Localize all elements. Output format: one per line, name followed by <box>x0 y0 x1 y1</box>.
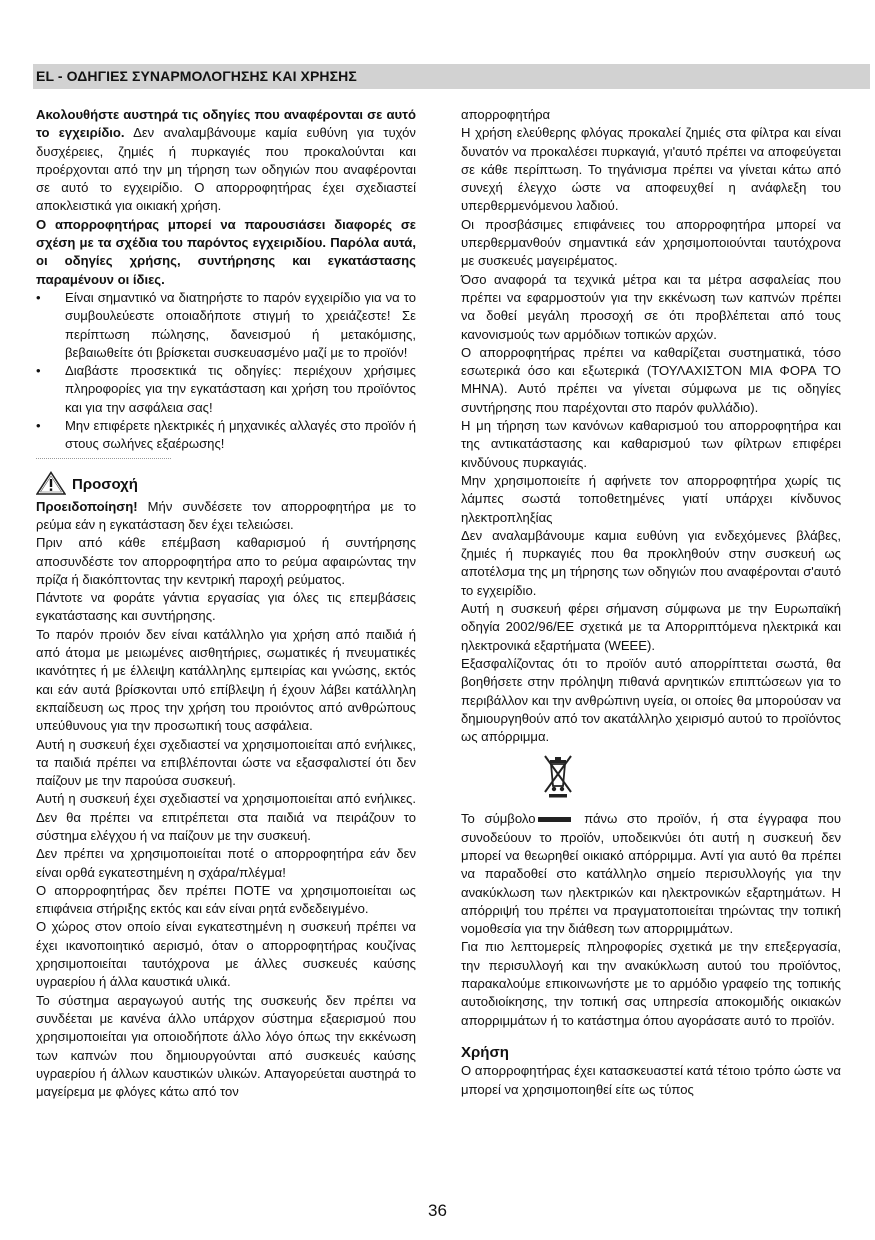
list-item: • Διαβάστε προσεκτικά τις οδηγίες: περιέχουν χρήσιμες πληροφορίες για την εγκατάσταση και χρήση του προϊόντος και για την ασφάλεια σας! <box>36 362 416 417</box>
warning-heading <box>36 468 416 498</box>
paragraph: Ο απορροφητήρας πρέπει να καθαρίζεται συστηματικά, τόσο εσωτερικά όσο και εξωτερικά (ΤΟΥΛΑΧΙΣΤΟΝ ΜΙΑ ΦΟΡΑ ΤΟ ΜΗΝΑ). Αυτό πρέπει να γίνεται σύμφωνα με τις οδηγίες συντήρησης που παρέχονται στο παρόν φυλλάδιο). <box>461 344 841 415</box>
warning-icon <box>36 471 66 495</box>
paragraph: Αυτή η συσκευή έχει σχεδιαστεί να χρησιμοποιείται από ενήλικες, τα παιδιά πρέπει να επιβλέπονται ώστε να εξασφαλιστεί ότι δεν παίζουν με την παρούσα συσκευή. <box>36 736 416 789</box>
intro-paragraph <box>36 106 416 216</box>
section-header <box>33 64 870 89</box>
section-title: EL - ΟΔΗΓΙΕΣ ΣΥΝΑΡΜΟΛΟΓΗΣΗΣ ΚΑΙ ΧΡΗΣΗΣ <box>36 68 357 84</box>
details-paragraph: Για πιο λεπτομερείς πληροφορίες σχετικά με την επεξεργασία, την περισυλλογή και την ανακύκλωση αυτού του προϊόντος, παρακαλούμε επικοινωνήστε με το αρμόδιο γραφείο της τοπικής αυτοδιοίκησης, την τοπική σας υπηρεσία αποκομιδής οικιακών απορριμμάτων ή το κατάστημα όπου αγοράσατε αυτό το προϊόν. <box>461 939 841 1028</box>
paragraph: Η χρήση ελεύθερης φλόγας προκαλεί ζημιές στα φίλτρα και είναι δυνατόν να προκαλέσει πυρκαγιά, γι'αυτό πρέπει να αποφεύγεται σε κάθε περίπτωση. Το τηγάνισμα πρέπει να γίνεται κάτω από συνεχή έλεγχο ώστε να αποφευχθεί η ανάφλεξη του υπερθερμενόμενου λαδιού. <box>461 125 841 214</box>
paragraph: Ο απορροφητήρας δεν πρέπει ΠΟΤΕ να χρησιμοποιείται ως επιφάνεια στήριξης εκτός και εάν είναι ρητά ενδεδειγμένο. <box>36 882 416 917</box>
paragraph: Πάντοτε να φοράτε γάντια εργασίας για όλες τις επεμβάσεις εγκατάστασης και συντήρησης. <box>36 590 416 624</box>
paragraph: Όσο αναφορά τα τεχνικά μέτρα και τα μέτρα ασφαλείας που πρέπει να εφαρμοστούν για την εκκένωση των καπνών πρέπει να δοθεί μεγάλη προσοχή σε ότι προβλέπεται από τους κανονισμούς των αρμόδιων τοπικών αρχών. <box>461 271 841 342</box>
paragraph: Εξασφαλίζοντας ότι το προϊόν αυτό απορρίπτεται σωστά, θα βοηθήσετε στην πρόληψη πιθανά αρνητικών επιπτώσεων για το περιβάλλον και την ανθρώπινη υγεία, οι οποίες θα μπορούσαν να δημιουργηθούν από τον ακατάλληλο χειρισμό αυτού το προϊόντος ως απόρριμμα. <box>461 655 841 745</box>
paragraph: Οι προσβάσιμες επιφάνειες του απορροφητήρα μπορεί να υπερθερμανθούν σημαντικά εάν χρησιμοποιούνται ταυτόχρονα με συσκευές μαγειρέματος. <box>461 216 841 269</box>
underline-bar-icon <box>538 817 571 822</box>
crossed-bin-icon <box>541 752 575 798</box>
right-column <box>461 106 841 1099</box>
intro-bold: Ακολουθήστε αυστηρά τις οδηγίες που αναφέρονται σε αυτό το εγχειρίδιο. <box>36 107 416 141</box>
list-item: • Είναι σημαντικό να διατηρήστε το παρόν εγχειρίδιο για να το συμβουλεύεστε οποιαδήποτε στιγμή το χρειάζεστε! Σε περίπτωση πώλησης, δανεισμού ή μετακόμισης, βεβαιωθείτε ότι βρίσκεται συσκευασμένο μαζί με το προϊόν! <box>36 289 416 362</box>
paragraph: απορροφητήρα <box>461 107 551 122</box>
paragraph: Πριν από κάθε επέμβαση καθαρισμού ή συντήρησης αποσυνδέστε τον απορροφητήρα απο το ρεύμα αφαιρώντας την πρίζα ή διακόπτοντας την κεντρική παροχή ρεύματος. <box>36 535 416 587</box>
paragraph: Αυτή η συσκευή φέρει σήμανση σύμφωνα με την Ευρωπαϊκή οδηγία 2002/96/ΕΕ σχετικά με τα Απορριπτόμενα ηλεκτρικά και ηλεκτρονικά εξαρτήματα (WEEE). <box>461 601 841 653</box>
divider <box>36 458 171 459</box>
paragraph: Αυτή η συσκευή έχει σχεδιαστεί να χρησιμοποιείται από ενήλικες. Δεν θα πρέπει να επιτρέπεται στα παιδιά να πειράζουν το σύστημα ελέγχου ή να παίζουν με την συσκευή. <box>36 791 416 843</box>
paragraph: Ο χώρος στον οποίο είναι εγκατεστημένη η συσκευή πρέπει να έχει ικανοποιητικό αερισμό, όταν ο απορροφητήρας κουζίνας χρησιμοποιείται ταυτόχρονα με άλλες συσκευές καύσης υγραερίου ή άλλα καυστικά υλικά. <box>36 919 416 990</box>
paragraph: Μην χρησιμοποιείτε ή αφήνετε τον απορροφητήρα χωρίς τις λάμπες σωστά τοποθετημένες γιατί υπάρχει κίνδυνος ηλεκτροπληξίας <box>461 472 841 525</box>
left-column <box>36 106 416 1101</box>
paragraph: Δεν αναλαμβάνουμε καμια ευθύνη για ενδεχόμενες βλάβες, ζημιές ή πυρκαγιές που θα προκληθούν στην συσκευή ως αποτέλσμα της μη τήρησης των οδηγιών που αναφέρονται σ'αυτό το εγχειρίδιο. <box>461 527 841 598</box>
intro-bold-paragraph: Ο απορροφητήρας μπορεί να παρουσιάσει διαφορές σε σχέση με τα σχέδια του παρόντος εγχειριδίου. Παρόλα αυτά, οι οδηγίες χρήσης, συντήρησης και εγκατάστασης παραμένουν οι ίδιες. <box>36 216 416 287</box>
caution-paragraph: Προειδοποίηση! Μήν συνδέσετε τον απορροφητήρα με το ρεύμα εάν η εγκατάσταση δεν έχει τελειώσει. <box>36 498 416 532</box>
weee-symbol <box>461 752 841 810</box>
intro-rest: Δεν αναλαμβάνουμε καμία ευθύνη για τυχόν δυσχέρειες, ζημιές ή πυρκαγιές που προκαλούνται και προέρχονται από την μη τήρηση των οδηγιών που αναφέρονται σε αυτό το εγχειρίδιο. Ο απορροφητήρας έχει σχεδιαστεί αποκλειστικά για οικιακή χρήση. <box>36 125 416 214</box>
use-title: Χρήση <box>461 1043 509 1061</box>
list-item: • Μην επιφέρετε ηλεκτρικές ή μηχανικές αλλαγές στο προϊόν ή στους σωλήνες εξαέρωσης! <box>36 417 416 454</box>
symbol-paragraph: Το σύμβολο πάνω στο προϊόν, ή στα έγγραφα που συνοδεύουν το προϊόν, υποδεικνύει ότι αυτή η συσκευή δεν μπορεί να θεωρηθεί οικιακό απόρριμμα. Αντί για αυτό θα πρέπει να παραδοθεί στο κατάλληλο σημείο περισυλλογής για την ανακύκλωση των ηλεκτρικών και ηλεκτρονικών εξαρτημάτων. Η απόρριψή του πρέπει να πραγματοποιείται τηρώντας την τοπική νομοθεσία για την διάθεση των απορριμμάτων. <box>461 811 841 937</box>
paragraph: Το παρόν προιόν δεν είναι κατάλληλο για χρήση από παιδιά ή από άτομα με μειωμένες αισθητήριες, σωματικές ή πνευματικές ικανότητες ή με έλλειψη κατάλληλης εμπειρίας και γνώσης, εκτός και εάν αυτά βρίσκονται υπό επίβλεψη ή έχουν λάβει κατάλληλη εκπαίδευση ως προς την χρήση του προιόντος από ανθρώπους υπεύθυνους για την προσωπική τους ασφάλεια. <box>36 626 416 734</box>
paragraph: Δεν πρέπει να χρησιμοποιείται ποτέ ο απορροφητήρα εάν δεν είναι ορθά εγκατεστημένη η σχάρα/πλέγμα! <box>36 846 416 880</box>
use-paragraph: Ο απορροφητήρας έχει κατασκευαστεί κατά τέτοιο τρόπο ώστε να μπορεί να χρησιμοποιηθεί είτε ως τύπος <box>461 1063 841 1097</box>
paragraph: Το σύστημα αεραγωγού αυτής της συσκευής δεν πρέπει να συνδέεται με κανένα άλλο υπάρχον σύστημα εξαερισμού που χρησιμοποιείται για οποιοδήποτε άλλο λόγο όπως την εκκένωση των καπνών που δημιουργούνται από συσκευές καύσης υγραερίου ή άλλων καυστικών υλικών. Απαγορεύεται αυστηρά το μαγείρεμα με φλόγες κάτω από τον <box>36 992 416 1100</box>
paragraph: Η μη τήρηση των κανόνων καθαρισμού του απορροφητήρα και της αντικατάστασης και καθαρισμού των φίλτρων επιφέρει κινδύνους πυρκαγιάς. <box>461 418 841 470</box>
bullet-list <box>36 289 416 454</box>
page-number: 36 <box>428 1201 447 1220</box>
warning-title: Προσοχή <box>72 476 138 494</box>
